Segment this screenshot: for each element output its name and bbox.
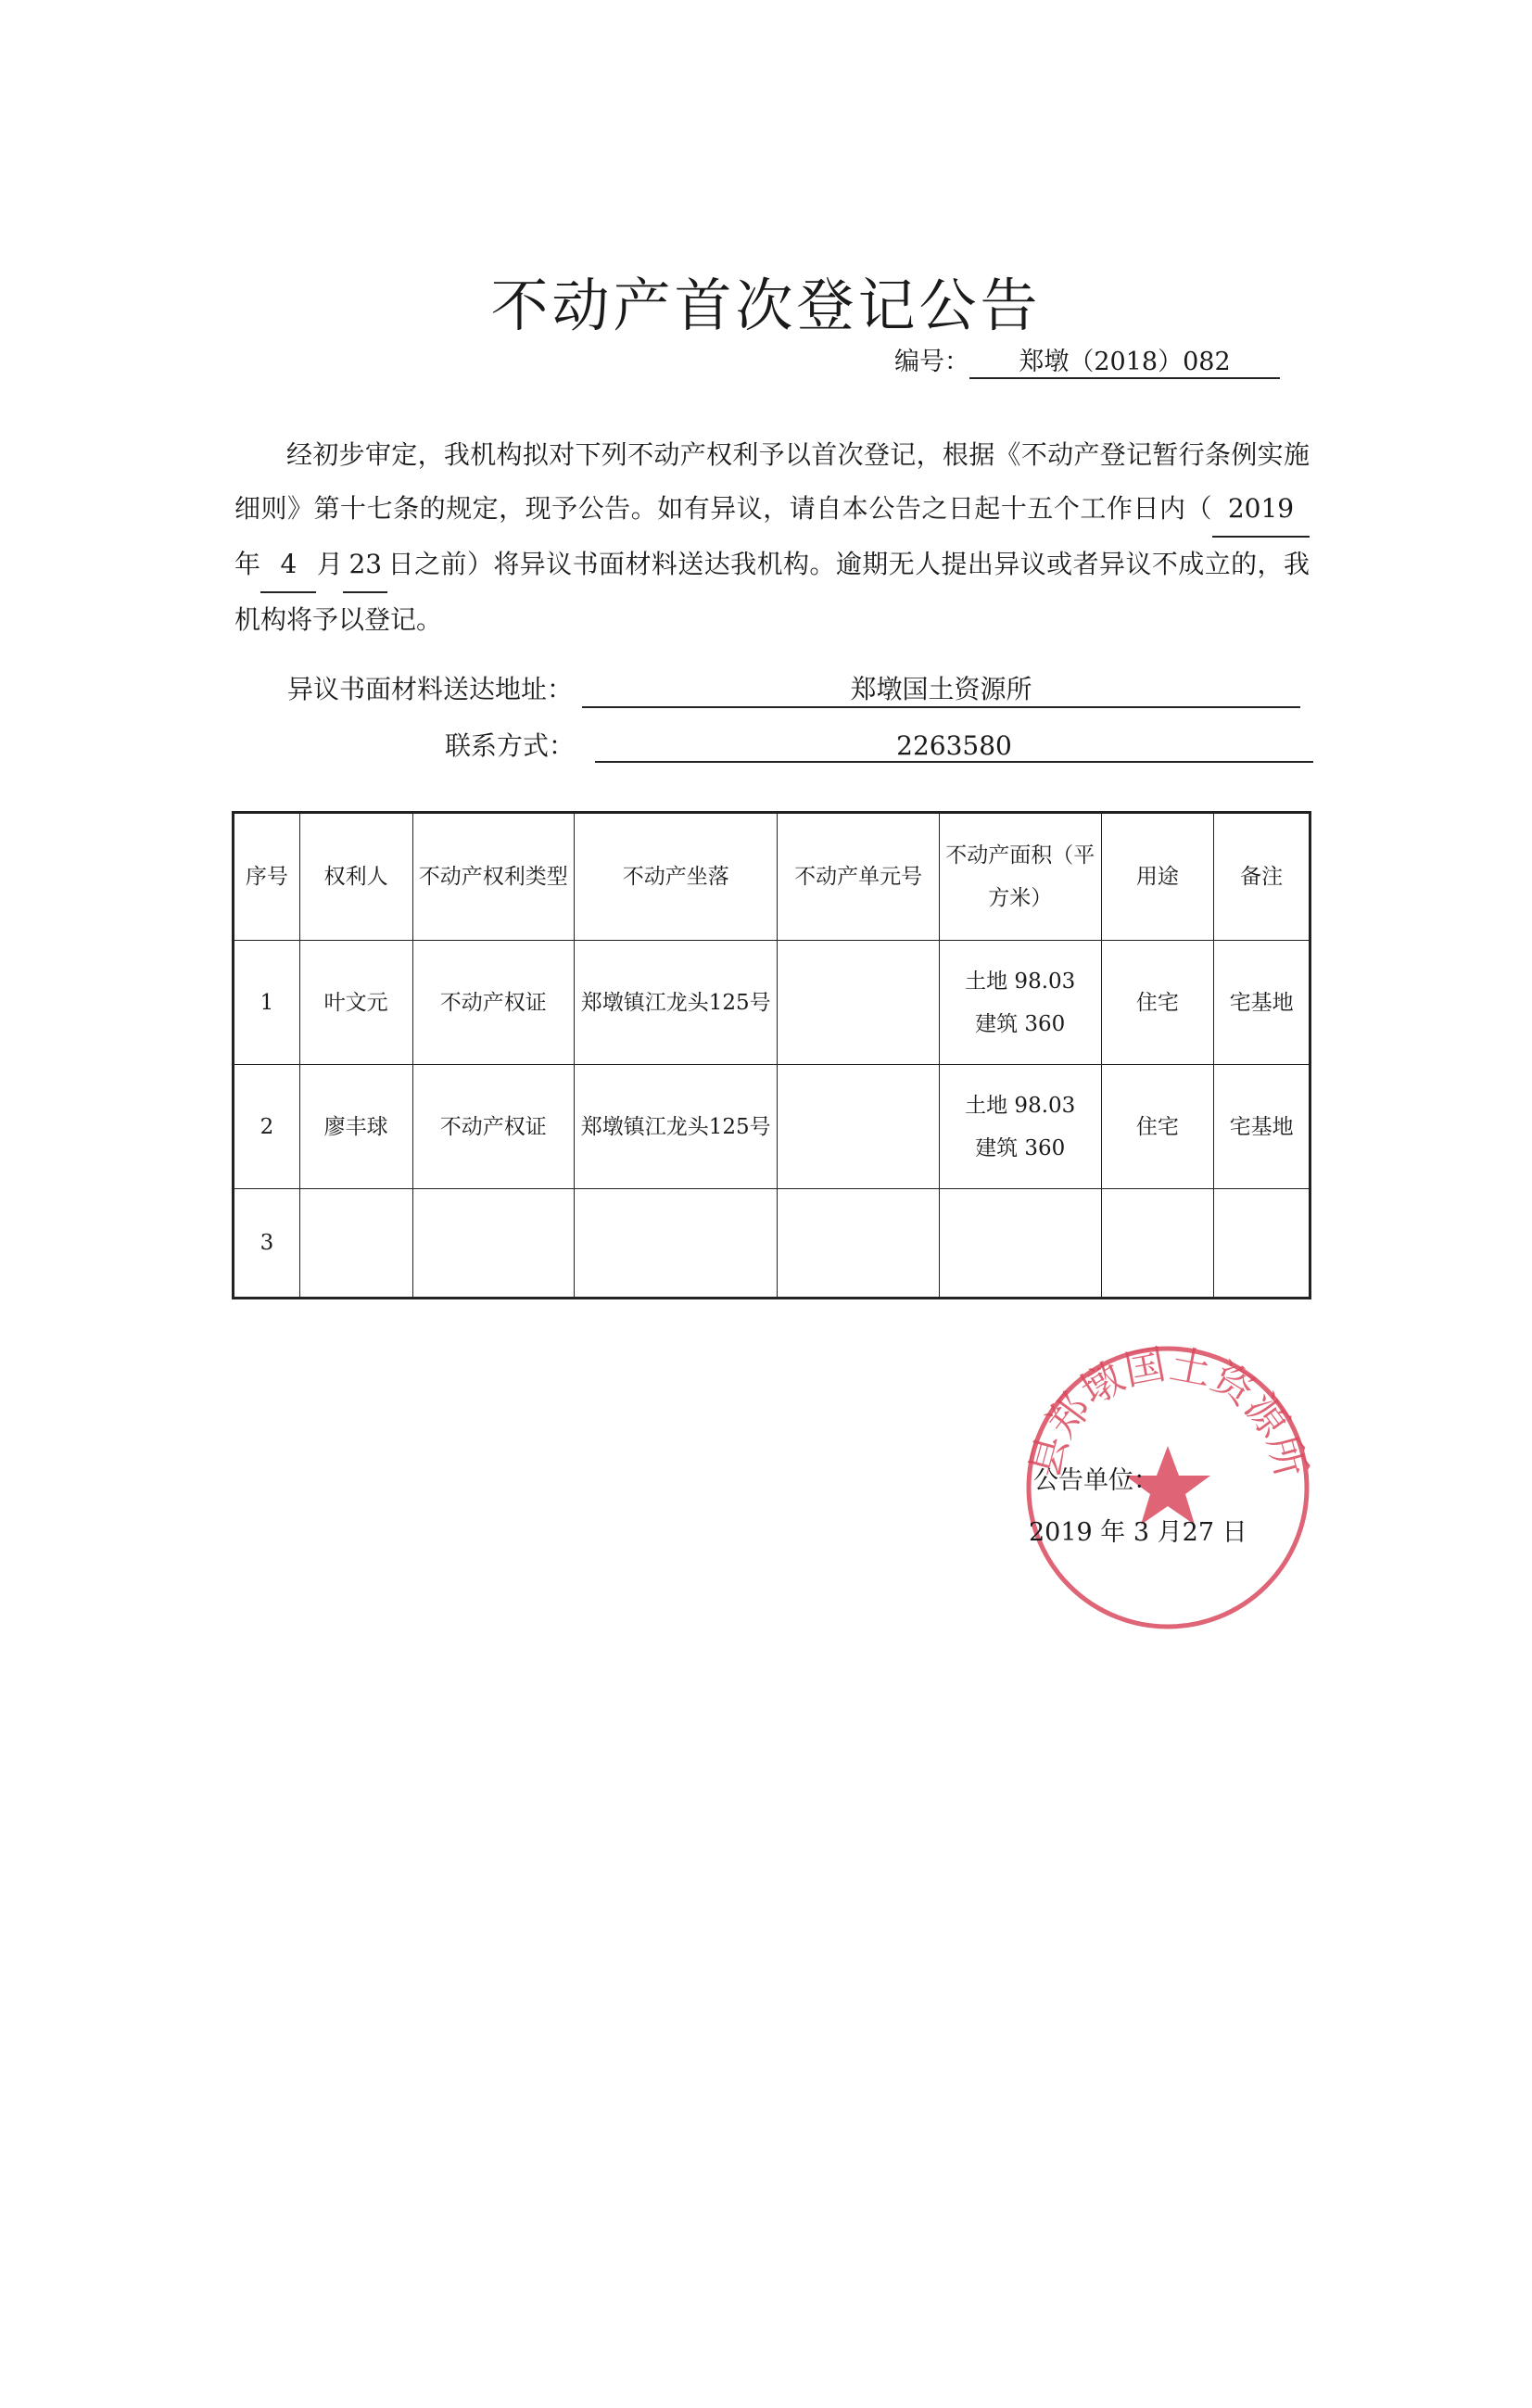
cell-unit-no — [778, 1065, 939, 1189]
table-header-row — [234, 813, 1310, 941]
cell-location: 郑墩镇江龙头125号 — [575, 1065, 778, 1189]
cell-use: 住宅 — [1101, 941, 1214, 1065]
deadline-year: 2019 — [1212, 482, 1310, 538]
document-number-label: 编号： — [894, 348, 969, 376]
notice-body — [234, 428, 1310, 647]
cell-right-type: 不动产权证 — [412, 941, 574, 1065]
header-area: 不动产面积（平方米） — [939, 813, 1101, 941]
cell-remark: 宅基地 — [1214, 941, 1310, 1065]
header-remark: 备注 — [1214, 813, 1310, 941]
property-table — [232, 811, 1311, 1299]
contact-value: 2263580 — [595, 730, 1313, 763]
cell-area — [939, 1065, 1101, 1189]
cell-holder: 廖丰球 — [299, 1065, 412, 1189]
cell-area — [939, 941, 1101, 1065]
header-unit-no: 不动产单元号 — [778, 813, 939, 941]
cell-right-type — [412, 1189, 574, 1299]
deadline-day: 23 — [343, 538, 387, 593]
year-char: 年 — [234, 549, 261, 579]
cell-area-land: 土地 98.03 — [965, 969, 1076, 994]
cell-location — [575, 1189, 778, 1299]
document-number-value: 郑墩（2018）082 — [969, 341, 1280, 379]
table-row — [234, 941, 1310, 1065]
cell-unit-no — [778, 1189, 939, 1299]
document-number — [894, 341, 1280, 379]
header-use: 用途 — [1101, 813, 1214, 941]
cell-area-building: 建筑 360 — [975, 1135, 1066, 1160]
address-value: 郑墩国土资源所 — [582, 669, 1300, 708]
issue-date: 2019 年 3 月27 日 — [1029, 1518, 1247, 1547]
contact-label: 联系方式： — [445, 730, 576, 761]
cell-area-building: 建筑 360 — [975, 1011, 1066, 1036]
header-holder: 权利人 — [299, 813, 412, 941]
month-char: 月 — [316, 549, 344, 579]
table-row — [234, 1189, 1310, 1299]
table-row — [234, 1065, 1310, 1189]
cell-area — [939, 1189, 1101, 1299]
deadline-month: 4 — [260, 538, 316, 593]
header-no: 序号 — [234, 813, 300, 941]
cell-remark: 宅基地 — [1214, 1065, 1310, 1189]
notice-text-1: 经初步审定，我机构拟对下列不动产权利予以首次登记，根据《不动产登记暂行条例实施细则》第十七条的规定，现予公告。如有异议，请自本公告之日起十五个工作日内（ — [234, 439, 1310, 524]
contact-field — [445, 726, 1313, 763]
cell-location: 郑墩镇江龙头125号 — [575, 941, 778, 1065]
notice-text-2: 日之前）将异议书面材料送达我机构。逾期无人提出异议或者异议不成立的，我机构将予以登记。 — [234, 549, 1310, 635]
cell-remark — [1214, 1189, 1310, 1299]
signature-block — [1029, 1455, 1247, 1559]
cell-use: 住宅 — [1101, 1065, 1214, 1189]
cell-area-land: 土地 98.03 — [965, 1093, 1076, 1118]
seal-text: 县郑墩国土资源所 — [1020, 1340, 1315, 1483]
header-right-type: 不动产权利类型 — [412, 813, 574, 941]
cell-right-type: 不动产权证 — [412, 1065, 574, 1189]
cell-holder: 叶文元 — [299, 941, 412, 1065]
cell-no: 1 — [234, 941, 300, 1065]
header-location: 不动产坐落 — [575, 813, 778, 941]
address-field — [287, 669, 1300, 708]
cell-no: 2 — [234, 1065, 300, 1189]
address-label: 异议书面材料送达地址： — [287, 674, 574, 704]
cell-use — [1101, 1189, 1214, 1299]
cell-unit-no — [778, 941, 939, 1065]
page-title: 不动产首次登记公告 — [490, 272, 1042, 339]
issuing-unit-label: 公告单位： — [1033, 1466, 1158, 1495]
cell-holder — [299, 1189, 412, 1299]
cell-no: 3 — [234, 1189, 300, 1299]
